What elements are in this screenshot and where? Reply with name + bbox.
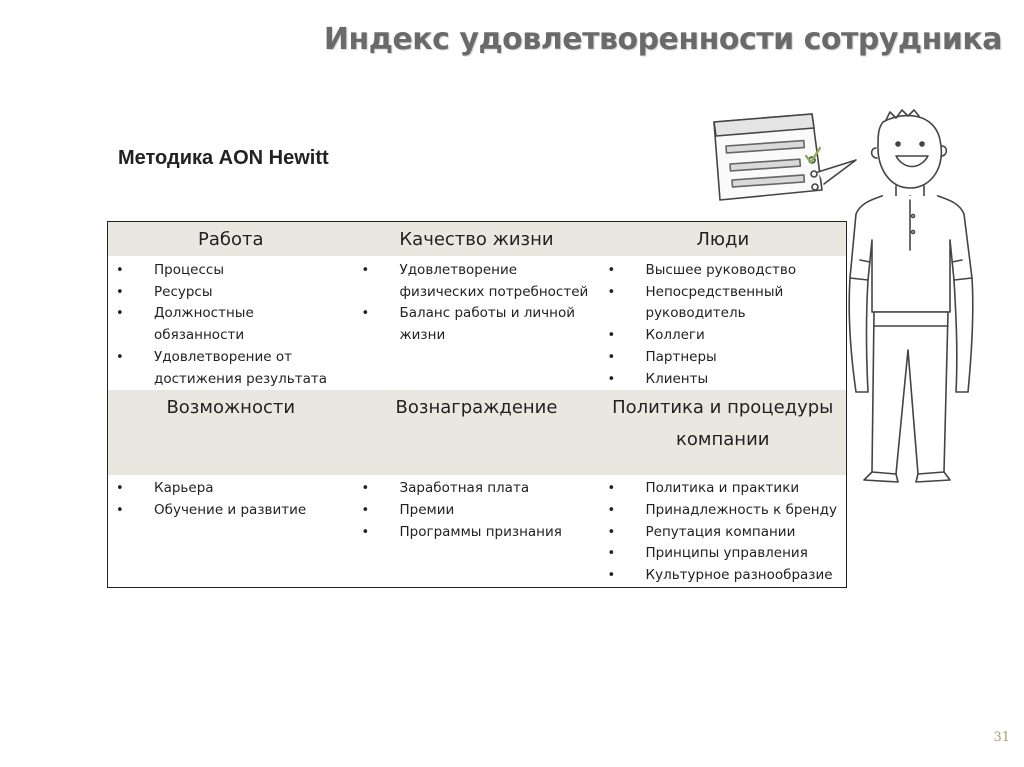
page-number: 31 <box>993 730 1010 745</box>
slide-title: Индекс удовлетворенности сотрудника <box>323 22 1002 57</box>
list-item: • Клиенты <box>600 369 847 391</box>
matrix-cell <box>354 256 600 390</box>
list-item: • Ресурсы <box>108 282 354 304</box>
matrix-cell <box>600 256 847 390</box>
matrix-header-cell: Качество жизни <box>354 222 600 257</box>
matrix-header-cell: Люди <box>600 222 847 257</box>
list-item: • Удовлетворение физических потребностей <box>354 260 600 303</box>
list-item: • Принципы управления <box>600 543 847 565</box>
list-item: • Коллеги <box>600 325 847 347</box>
list-item: • Принадлежность к бренду <box>600 500 847 522</box>
matrix-header-row <box>108 222 847 257</box>
list-item: • Партнеры <box>600 347 847 369</box>
list-item: • Политика и практики <box>600 478 847 500</box>
list-item: • Высшее руководство <box>600 260 847 282</box>
matrix-cell <box>600 475 847 587</box>
matrix-header-cell: Возможности <box>108 390 354 475</box>
matrix-cell <box>354 475 600 587</box>
matrix-header-cell: Работа <box>108 222 354 257</box>
matrix-body-row <box>108 256 847 390</box>
matrix-cell <box>108 475 354 587</box>
list-item: • Программы признания <box>354 522 600 544</box>
list-item: • Премии <box>354 500 600 522</box>
list-item: • Баланс работы и личной жизни <box>354 303 600 346</box>
factors-matrix <box>107 221 847 588</box>
methodology-subtitle: Методика AON Hewitt <box>118 147 329 169</box>
list-item: • Репутация компании <box>600 522 847 544</box>
survey-form-icon <box>714 114 856 200</box>
matrix-header-cell: Вознаграждение <box>354 390 600 475</box>
list-item: • Обучение и развитие <box>108 500 354 522</box>
list-item: • Процессы <box>108 260 354 282</box>
list-item: • Культурное разнообразие <box>600 565 847 587</box>
list-item: • Должностные обязанности <box>108 303 354 346</box>
matrix-cell <box>108 256 354 390</box>
matrix-header-row <box>108 390 847 475</box>
list-item: • Непосредственный руководитель <box>600 282 847 325</box>
matrix-body-row <box>108 475 847 587</box>
list-item: • Удовлетворение от достижения результата <box>108 347 354 390</box>
list-item: • Карьера <box>108 478 354 500</box>
list-item: • Заработная плата <box>354 478 600 500</box>
matrix-header-cell: Политика и процедуры компании <box>600 390 847 475</box>
